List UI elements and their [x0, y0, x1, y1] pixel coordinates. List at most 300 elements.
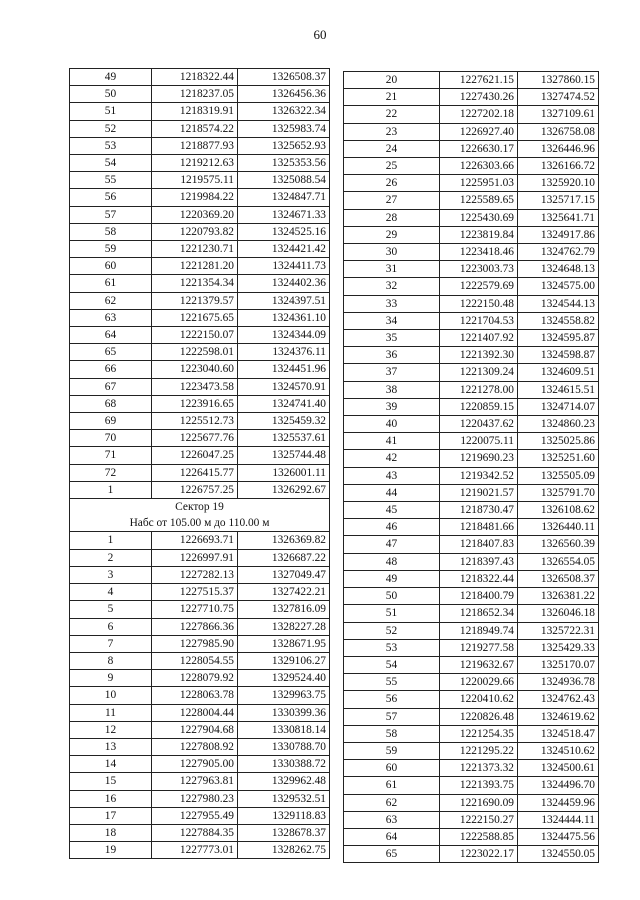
point-number: 66 [70, 361, 152, 378]
point-number: 9 [70, 670, 152, 687]
coordinate-y: 1325722.31 [518, 622, 599, 639]
coordinate-x: 1222150.07 [152, 327, 238, 344]
coordinate-y: 1326440.11 [518, 519, 599, 536]
point-number: 58 [344, 725, 440, 742]
coordinate-y: 1325652.93 [238, 137, 330, 154]
table-row [70, 344, 330, 361]
point-number: 6 [70, 618, 152, 635]
coordinate-x: 1220369.20 [152, 206, 238, 223]
table-row [344, 536, 599, 553]
coordinate-x: 1221309.24 [440, 364, 518, 381]
coordinate-x: 1227282.13 [152, 566, 238, 583]
table-row [344, 192, 599, 209]
coordinate-x: 1227808.92 [152, 738, 238, 755]
coordinate-y: 1324615.51 [518, 381, 599, 398]
point-number: 28 [344, 209, 440, 226]
point-number: 65 [70, 344, 152, 361]
left-table-body-lower [70, 532, 330, 859]
table-row [344, 502, 599, 519]
table-row [70, 309, 330, 326]
table-row [70, 635, 330, 652]
table-row [70, 413, 330, 430]
point-number: 47 [344, 536, 440, 553]
coordinate-x: 1227955.49 [152, 807, 238, 824]
point-number: 67 [70, 378, 152, 395]
point-number: 58 [70, 223, 152, 240]
point-number: 33 [344, 295, 440, 312]
table-row [70, 172, 330, 189]
table-row [70, 773, 330, 790]
table-row [344, 622, 599, 639]
coordinate-y: 1324361.10 [238, 309, 330, 326]
point-number: 60 [344, 760, 440, 777]
coordinate-x: 1222150.48 [440, 295, 518, 312]
coordinate-x: 1218730.47 [440, 502, 518, 519]
coordinate-x: 1218949.74 [440, 622, 518, 639]
coordinate-x: 1227980.23 [152, 790, 238, 807]
point-number: 10 [70, 687, 152, 704]
point-number: 57 [70, 206, 152, 223]
table-row [344, 295, 599, 312]
table-row [344, 553, 599, 570]
table-row [70, 738, 330, 755]
table-row [70, 275, 330, 292]
table-row [344, 381, 599, 398]
coordinate-y: 1324598.87 [518, 347, 599, 364]
point-number: 53 [344, 639, 440, 656]
table-row [344, 175, 599, 192]
point-number: 48 [344, 553, 440, 570]
coordinate-y: 1325717.15 [518, 192, 599, 209]
coordinate-y: 1325505.09 [518, 467, 599, 484]
table-row [344, 416, 599, 433]
coordinate-x: 1225589.65 [440, 192, 518, 209]
coordinate-y: 1325459.32 [238, 413, 330, 430]
section-header-row [70, 499, 330, 532]
point-number: 41 [344, 433, 440, 450]
point-number: 38 [344, 381, 440, 398]
coordinate-y: 1324936.78 [518, 674, 599, 691]
coordinate-x: 1220826.48 [440, 708, 518, 725]
coordinate-x: 1219575.11 [152, 172, 238, 189]
point-number: 1 [70, 481, 152, 498]
coordinate-y: 1328262.75 [238, 842, 330, 859]
point-number: 56 [70, 189, 152, 206]
coordinate-y: 1324518.47 [518, 725, 599, 742]
point-number: 20 [344, 72, 440, 89]
table-row [70, 704, 330, 721]
table-row [344, 846, 599, 863]
table-row [344, 158, 599, 175]
point-number: 29 [344, 226, 440, 243]
point-number: 43 [344, 467, 440, 484]
table-row [70, 430, 330, 447]
table-row [70, 361, 330, 378]
coordinate-y: 1325353.56 [238, 155, 330, 172]
table-row [344, 828, 599, 845]
coordinate-x: 1227985.90 [152, 635, 238, 652]
coordinate-y: 1324376.11 [238, 344, 330, 361]
section-title: Сектор 19 [175, 501, 224, 514]
coordinate-y: 1324762.79 [518, 244, 599, 261]
table-row [344, 639, 599, 656]
point-number: 27 [344, 192, 440, 209]
coordinate-y: 1324421.42 [238, 241, 330, 258]
point-number: 55 [344, 674, 440, 691]
coordinate-x: 1225951.03 [440, 175, 518, 192]
coordinate-x: 1227430.26 [440, 89, 518, 106]
coordinate-x: 1220437.62 [440, 416, 518, 433]
coordinate-y: 1326108.62 [518, 502, 599, 519]
coordinate-y: 1329524.40 [238, 670, 330, 687]
coordinate-y: 1326508.37 [238, 69, 330, 86]
coordinate-x: 1221373.32 [440, 760, 518, 777]
point-number: 12 [70, 721, 152, 738]
table-row [344, 433, 599, 450]
point-number: 68 [70, 395, 152, 412]
table-row [344, 364, 599, 381]
table-row [344, 777, 599, 794]
coordinate-x: 1226997.91 [152, 549, 238, 566]
table-row [70, 395, 330, 412]
point-number: 59 [70, 241, 152, 258]
coordinate-y: 1327474.52 [518, 89, 599, 106]
table-row [344, 278, 599, 295]
coordinate-x: 1221354.34 [152, 275, 238, 292]
coordinate-x: 1221254.35 [440, 725, 518, 742]
point-number: 51 [344, 605, 440, 622]
table-row [344, 89, 599, 106]
right-table-body [344, 72, 599, 863]
table-row [70, 618, 330, 635]
point-number: 55 [70, 172, 152, 189]
table-row [70, 69, 330, 86]
coordinate-x: 1222150.27 [440, 811, 518, 828]
table-row [70, 103, 330, 120]
coordinate-x: 1219277.58 [440, 639, 518, 656]
point-number: 59 [344, 742, 440, 759]
coordinate-y: 1326166.72 [518, 158, 599, 175]
coordinate-y: 1326508.37 [518, 570, 599, 587]
point-number: 64 [70, 327, 152, 344]
coordinate-y: 1324544.13 [518, 295, 599, 312]
coordinate-x: 1218322.44 [152, 69, 238, 86]
point-number: 8 [70, 652, 152, 669]
point-number: 50 [70, 86, 152, 103]
table-row [344, 794, 599, 811]
coordinate-x: 1218407.83 [440, 536, 518, 553]
point-number: 17 [70, 807, 152, 824]
coordinate-y: 1325920.10 [518, 175, 599, 192]
table-row [70, 549, 330, 566]
table-row [344, 742, 599, 759]
point-number: 62 [70, 292, 152, 309]
point-number: 40 [344, 416, 440, 433]
coordinate-y: 1324671.33 [238, 206, 330, 223]
table-row [344, 244, 599, 261]
coordinate-x: 1221393.75 [440, 777, 518, 794]
coordinate-x: 1227515.37 [152, 584, 238, 601]
coordinate-x: 1220859.15 [440, 398, 518, 415]
coordinate-x: 1222598.01 [152, 344, 238, 361]
point-number: 54 [70, 155, 152, 172]
coordinate-x: 1226927.40 [440, 123, 518, 140]
table-row [70, 378, 330, 395]
table-row [344, 261, 599, 278]
coordinate-x: 1226303.66 [440, 158, 518, 175]
table-row [344, 484, 599, 501]
coordinate-x: 1227202.18 [440, 106, 518, 123]
coordinate-y: 1325641.71 [518, 209, 599, 226]
coordinate-y: 1325025.86 [518, 433, 599, 450]
coordinate-y: 1324762.43 [518, 691, 599, 708]
coordinate-y: 1324451.96 [238, 361, 330, 378]
coordinate-x: 1223040.60 [152, 361, 238, 378]
table-row [70, 807, 330, 824]
coordinate-x: 1221407.92 [440, 330, 518, 347]
coordinate-y: 1326758.08 [518, 123, 599, 140]
coordinate-y: 1325251.60 [518, 450, 599, 467]
table-row [70, 532, 330, 549]
point-number: 65 [344, 846, 440, 863]
coordinate-y: 1324558.82 [518, 312, 599, 329]
coordinate-x: 1225430.69 [440, 209, 518, 226]
table-row [344, 570, 599, 587]
point-number: 34 [344, 312, 440, 329]
table-row [344, 760, 599, 777]
coordinate-x: 1222588.85 [440, 828, 518, 845]
coordinate-y: 1324648.13 [518, 261, 599, 278]
point-number: 21 [344, 89, 440, 106]
table-row [344, 519, 599, 536]
coordinate-x: 1227904.68 [152, 721, 238, 738]
point-number: 46 [344, 519, 440, 536]
coordinate-y: 1324860.23 [518, 416, 599, 433]
point-number: 32 [344, 278, 440, 295]
coordinate-y: 1324570.91 [238, 378, 330, 395]
point-number: 16 [70, 790, 152, 807]
table-row [70, 601, 330, 618]
coordinate-x: 1218481.66 [440, 519, 518, 536]
table-row [344, 656, 599, 673]
coordinate-y: 1326001.11 [238, 464, 330, 481]
point-number: 7 [70, 635, 152, 652]
coordinate-x: 1221230.71 [152, 241, 238, 258]
table-row [344, 605, 599, 622]
coordinate-y: 1324595.87 [518, 330, 599, 347]
table-row [344, 312, 599, 329]
coordinate-x: 1218877.93 [152, 137, 238, 154]
coordinate-x: 1221675.65 [152, 309, 238, 326]
section-header [70, 499, 330, 532]
table-row [344, 330, 599, 347]
coordinate-x: 1226693.71 [152, 532, 238, 549]
coordinate-y: 1324444.11 [518, 811, 599, 828]
point-number: 53 [70, 137, 152, 154]
coordinate-x: 1223473.58 [152, 378, 238, 395]
coordinate-y: 1329963.75 [238, 687, 330, 704]
coordinate-y: 1325170.07 [518, 656, 599, 673]
point-number: 24 [344, 140, 440, 157]
coordinate-x: 1219690.23 [440, 450, 518, 467]
table-row [344, 347, 599, 364]
table-row [70, 292, 330, 309]
point-number: 11 [70, 704, 152, 721]
table-row [344, 106, 599, 123]
point-number: 39 [344, 398, 440, 415]
coordinate-y: 1326456.36 [238, 86, 330, 103]
point-number: 2 [70, 549, 152, 566]
point-number: 50 [344, 588, 440, 605]
coordinate-y: 1327109.61 [518, 106, 599, 123]
table-row [344, 467, 599, 484]
coordinate-x: 1221278.00 [440, 381, 518, 398]
coordinate-y: 1326322.34 [238, 103, 330, 120]
point-number: 64 [344, 828, 440, 845]
coordinate-y: 1324917.86 [518, 226, 599, 243]
coordinate-x: 1221295.22 [440, 742, 518, 759]
coordinate-x: 1221704.53 [440, 312, 518, 329]
coordinate-y: 1326446.96 [518, 140, 599, 157]
coordinate-y: 1324575.00 [518, 278, 599, 295]
point-number: 1 [70, 532, 152, 549]
table-row [344, 398, 599, 415]
table-row [344, 811, 599, 828]
point-number: 14 [70, 756, 152, 773]
coordinate-x: 1219342.52 [440, 467, 518, 484]
coordinate-y: 1326292.67 [238, 481, 330, 498]
coordinate-y: 1330388.72 [238, 756, 330, 773]
coordinate-x: 1218322.44 [440, 570, 518, 587]
coordinate-y: 1324344.09 [238, 327, 330, 344]
point-number: 56 [344, 691, 440, 708]
point-number: 63 [70, 309, 152, 326]
coordinate-x: 1219632.67 [440, 656, 518, 673]
coordinate-y: 1325791.70 [518, 484, 599, 501]
coordinate-x: 1219021.57 [440, 484, 518, 501]
table-row [70, 327, 330, 344]
table-row [344, 450, 599, 467]
coordinate-y: 1326554.05 [518, 553, 599, 570]
table-row [70, 223, 330, 240]
point-number: 36 [344, 347, 440, 364]
table-row [70, 86, 330, 103]
table-row [70, 241, 330, 258]
coordinate-y: 1325744.48 [238, 447, 330, 464]
coordinate-x: 1223819.84 [440, 226, 518, 243]
coordinate-x: 1218574.22 [152, 120, 238, 137]
coordinate-y: 1330818.14 [238, 721, 330, 738]
point-number: 25 [344, 158, 440, 175]
coordinate-y: 1329532.51 [238, 790, 330, 807]
coordinate-x: 1226630.17 [440, 140, 518, 157]
coordinate-y: 1326381.22 [518, 588, 599, 605]
table-row [70, 447, 330, 464]
coordinate-y: 1326560.39 [518, 536, 599, 553]
coordinate-x: 1220410.62 [440, 691, 518, 708]
point-number: 51 [70, 103, 152, 120]
point-number: 3 [70, 566, 152, 583]
point-number: 63 [344, 811, 440, 828]
table-row [70, 120, 330, 137]
coordinate-x: 1228063.78 [152, 687, 238, 704]
point-number: 42 [344, 450, 440, 467]
point-number: 37 [344, 364, 440, 381]
coordinate-x: 1218652.34 [440, 605, 518, 622]
coordinate-y: 1324459.96 [518, 794, 599, 811]
coordinate-y: 1328227.28 [238, 618, 330, 635]
point-number: 18 [70, 824, 152, 841]
coordinate-y: 1324475.56 [518, 828, 599, 845]
coordinate-x: 1221690.09 [440, 794, 518, 811]
coordinate-x: 1218397.43 [440, 553, 518, 570]
table-row [70, 189, 330, 206]
coordinate-y: 1329106.27 [238, 652, 330, 669]
coordinate-x: 1227905.00 [152, 756, 238, 773]
coordinate-y: 1330399.36 [238, 704, 330, 721]
coordinate-x: 1222579.69 [440, 278, 518, 295]
coordinate-x: 1221379.57 [152, 292, 238, 309]
point-number: 5 [70, 601, 152, 618]
table-row [70, 584, 330, 601]
table-row [344, 123, 599, 140]
point-number: 49 [70, 69, 152, 86]
table-row [70, 652, 330, 669]
coordinate-y: 1329118.83 [238, 807, 330, 824]
point-number: 35 [344, 330, 440, 347]
coordinate-y: 1324402.36 [238, 275, 330, 292]
coordinate-x: 1221281.20 [152, 258, 238, 275]
coordinate-y: 1324550.05 [518, 846, 599, 863]
table-row [344, 725, 599, 742]
point-number: 23 [344, 123, 440, 140]
coordinate-x: 1219212.63 [152, 155, 238, 172]
coordinate-x: 1219984.22 [152, 189, 238, 206]
coordinate-y: 1326046.18 [518, 605, 599, 622]
coordinates-table-right [343, 71, 599, 863]
section-header-cell [70, 499, 330, 532]
coordinate-x: 1226757.25 [152, 481, 238, 498]
point-number: 45 [344, 502, 440, 519]
coordinate-y: 1324609.51 [518, 364, 599, 381]
table-row [344, 708, 599, 725]
table-row [70, 155, 330, 172]
point-number: 52 [70, 120, 152, 137]
coordinate-x: 1223003.73 [440, 261, 518, 278]
point-number: 71 [70, 447, 152, 464]
table-row [70, 756, 330, 773]
table-row [344, 209, 599, 226]
point-number: 62 [344, 794, 440, 811]
coordinate-y: 1325537.61 [238, 430, 330, 447]
point-number: 52 [344, 622, 440, 639]
coordinate-y: 1325983.74 [238, 120, 330, 137]
point-number: 72 [70, 464, 152, 481]
point-number: 49 [344, 570, 440, 587]
coordinate-y: 1329962.48 [238, 773, 330, 790]
table-row [70, 481, 330, 498]
coordinate-x: 1228079.92 [152, 670, 238, 687]
point-number: 31 [344, 261, 440, 278]
section-subtitle: Набс от 105.00 м до 110.00 м [129, 517, 270, 530]
coordinate-y: 1327049.47 [238, 566, 330, 583]
table-row [70, 464, 330, 481]
coordinate-y: 1324619.62 [518, 708, 599, 725]
coordinate-y: 1324510.62 [518, 742, 599, 759]
table-row [70, 258, 330, 275]
coordinate-y: 1327860.15 [518, 72, 599, 89]
table-row [70, 206, 330, 223]
